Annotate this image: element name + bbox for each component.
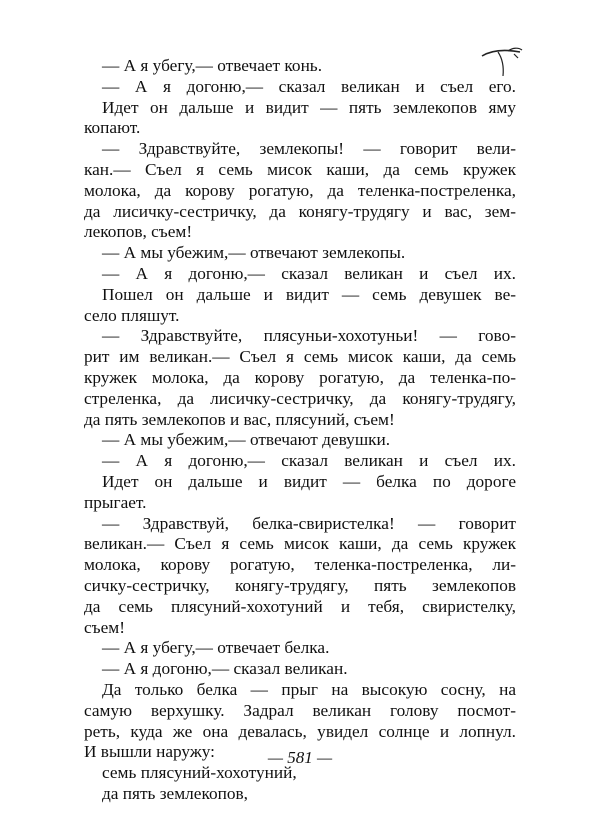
text-line: Идет он дальше и видит — пять землекопов яму — [102, 97, 516, 117]
text-line: великан.— Съел я семь мисок каши, да семь кружек — [84, 534, 516, 554]
text-line: реть, куда же она девалась, увидел солнце и лопнул. — [84, 721, 516, 741]
text-line: да семь плясуний-хохотуний и тебя, свиристелку, — [84, 596, 516, 616]
text-line: молока, да корову рогатую, да теленка-постреленка, — [84, 180, 516, 200]
text-line: копают. — [84, 118, 141, 138]
text-line: село пляшут. — [84, 305, 180, 325]
text-line: — Здравствуйте, плясуньи-хохотуньи! — гово- — [102, 326, 516, 346]
text-line: стреленка, да лисичку-сестричку, да конягу-трудягу, — [84, 388, 516, 408]
text-line: самую верхушку. Задрал великан голову посмот- — [84, 700, 516, 720]
text-line: — А я убегу,— отвечает конь. — [102, 56, 323, 75]
text-line: съем! — [84, 617, 125, 637]
text-line: да пять землекопов и вас, плясуний, съем! — [84, 409, 395, 429]
text-line: рит им великан.— Съел я семь мисок каши, да семь — [84, 347, 516, 367]
text-line: — Здравствуйте, землекопы! — говорит вели- — [102, 139, 516, 159]
text-line: кружек молока, да корову рогатую, да теленка-по- — [84, 367, 516, 387]
text-line: Пошел он дальше и видит — семь девушек ве- — [102, 284, 516, 304]
text-line: Да только белка — прыг на высокую сосну, на — [102, 679, 516, 699]
text-line: семь плясуний-хохотуний, — [102, 763, 297, 783]
text-line: — А я догоню,— сказал великан и съел их. — [102, 451, 516, 471]
text-line: лекопов, съем! — [84, 222, 193, 242]
text-line: Идет он дальше и видит — белка по дороге — [102, 471, 516, 491]
text-line: да лисичку-сестричку, да конягу-трудягу и вас, зем- — [84, 201, 516, 221]
text-line: — А мы убежим,— отвечают землекопы. — [102, 243, 406, 263]
text-line: — А я догоню,— сказал великан и съел его. — [102, 76, 516, 96]
text-line: молока, корову рогатую, теленка-постреленка, ли- — [84, 555, 516, 575]
text-line: — Здравствуй, белка-свиристелка! — говорит — [102, 513, 516, 533]
page-number: — 581 — — [267, 748, 333, 767]
text-line: — А я убегу,— отвечает белка. — [102, 638, 330, 658]
text-line: — А я догоню,— сказал великан. — [102, 659, 348, 679]
text-line: сичку-сестричку, конягу-трудягу, пять землекопов — [84, 575, 516, 595]
story-text — [84, 56, 516, 805]
text-line: прыгает. — [84, 492, 147, 512]
text-line: да пять землекопов, — [102, 783, 248, 803]
text-line: И вышли наружу: — [84, 742, 215, 762]
text-line: — А я догоню,— сказал великан и съел их. — [102, 263, 516, 283]
text-line: кан.— Съел я семь мисок каши, да семь кружек — [84, 159, 516, 179]
text-line: — А мы убежим,— отвечают девушки. — [102, 430, 391, 450]
